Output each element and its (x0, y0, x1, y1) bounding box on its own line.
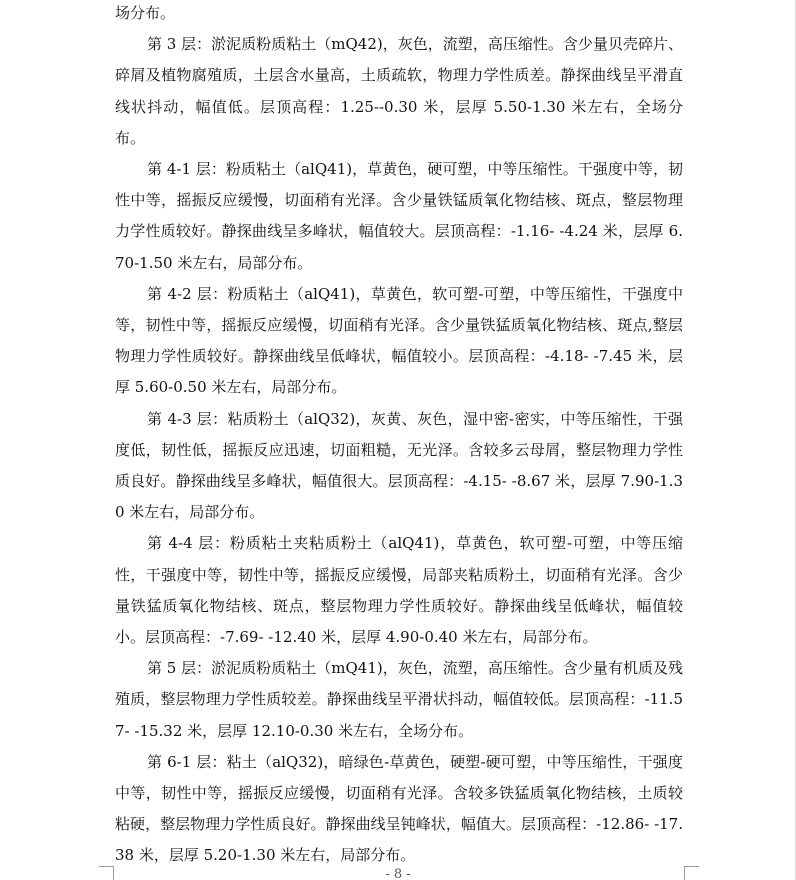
margin-corner-mark-left (99, 866, 114, 880)
document-body (115, 0, 683, 872)
page-number: - 8 - (385, 867, 411, 880)
paragraph-layer-6-1: 第 6-1 层：粘土（alQ32)，暗绿色-草黄色，硬塑-硬可塑，中等压缩性，干强度中等，韧性中等，摇振反应缓慢，切面稍有光泽。含较多铁猛质氧化物结核，土质较粘硬，整层物理力学性质良好。静探曲线呈钝峰状，幅值大。层顶高程：-12.86- -17.38 米，层厚 5.20-1.30 米左右，局部分布。 (115, 752, 683, 865)
paragraph-layer-4-2: 第 4-2 层：粉质粘土（alQ41)，草黄色，软可塑-可塑，中等压缩性，干强度中等，韧性中等，摇振反应缓慢，切面稍有光泽。含少量铁猛质氧化物结核、斑点,整层物理力学性质较好。静探曲线呈低峰状，幅值较小。层顶高程：-4.18- -7.45 米，层厚 5.60-0.50 米左右，局部分布。 (115, 284, 683, 397)
paragraph-layer-5: 第 5 层：淤泥质粉质粘土（mQ41)，灰色，流塑，高压缩性。含少量有机质及残殖质，整层物理力学性质较差。静探曲线呈平滑状抖动，幅值较低。层顶高程：-11.57- -15.32 米，层厚 12.10-0.30 米左右，全场分布。 (115, 659, 683, 740)
margin-corner-mark-right (684, 866, 699, 880)
paragraph-layer-3: 第 3 层：淤泥质粉质粘土（mQ42)，灰色，流塑，高压缩性。含少量贝壳碎片、碎屑及植物腐殖质，土层含水量高，土质疏软，物理力学性质差。静探曲线呈平滑直线状抖动，幅值低。层顶高程：1.25--0.30 米，层厚 5.50-1.30 米左右，全场分布。 (115, 35, 683, 147)
paragraph-layer-4-4: 第 4-4 层：粉质粘土夹粘质粉土（alQ41)，草黄色，软可塑-可塑，中等压缩性，干强度中等，韧性中等，摇振反应缓慢，局部夹粘质粉土，切面稍有光泽。含少量铁猛质氧化物结核、斑点，整层物理力学性质较好。静探曲线呈低峰状，幅值较小。层顶高程：-7.69- -12.40 米，层厚 4.90-0.40 米左右，局部分布。 (115, 534, 683, 647)
paragraph-layer-4-3: 第 4-3 层：粘质粉土（alQ32)，灰黄、灰色，湿中密-密实，中等压缩性，干强度低，韧性低，摇振反应迅速，切面粗糙，无光泽。含较多云母屑，整层物理力学性质良好。静探曲线呈多峰状，幅值很大。层顶高程：-4.15- -8.67 米，层厚 7.90-1.30 米左右，局部分布。 (115, 409, 683, 522)
paragraph-layer-2-tail: 场分布。 (115, 4, 176, 22)
paragraph-layer-4-1: 第 4-1 层：粉质粘土（alQ41)，草黄色，硬可塑，中等压缩性。干强度中等，韧性中等，摇振反应缓慢，切面稍有光泽。含少量铁锰质氧化物结核、斑点，整层物理力学性质较好。静探曲线呈多峰状，幅值较大。层顶高程：-1.16- -4.24 米，层厚 6.70-1.50 米左右，局部分布。 (115, 160, 683, 272)
